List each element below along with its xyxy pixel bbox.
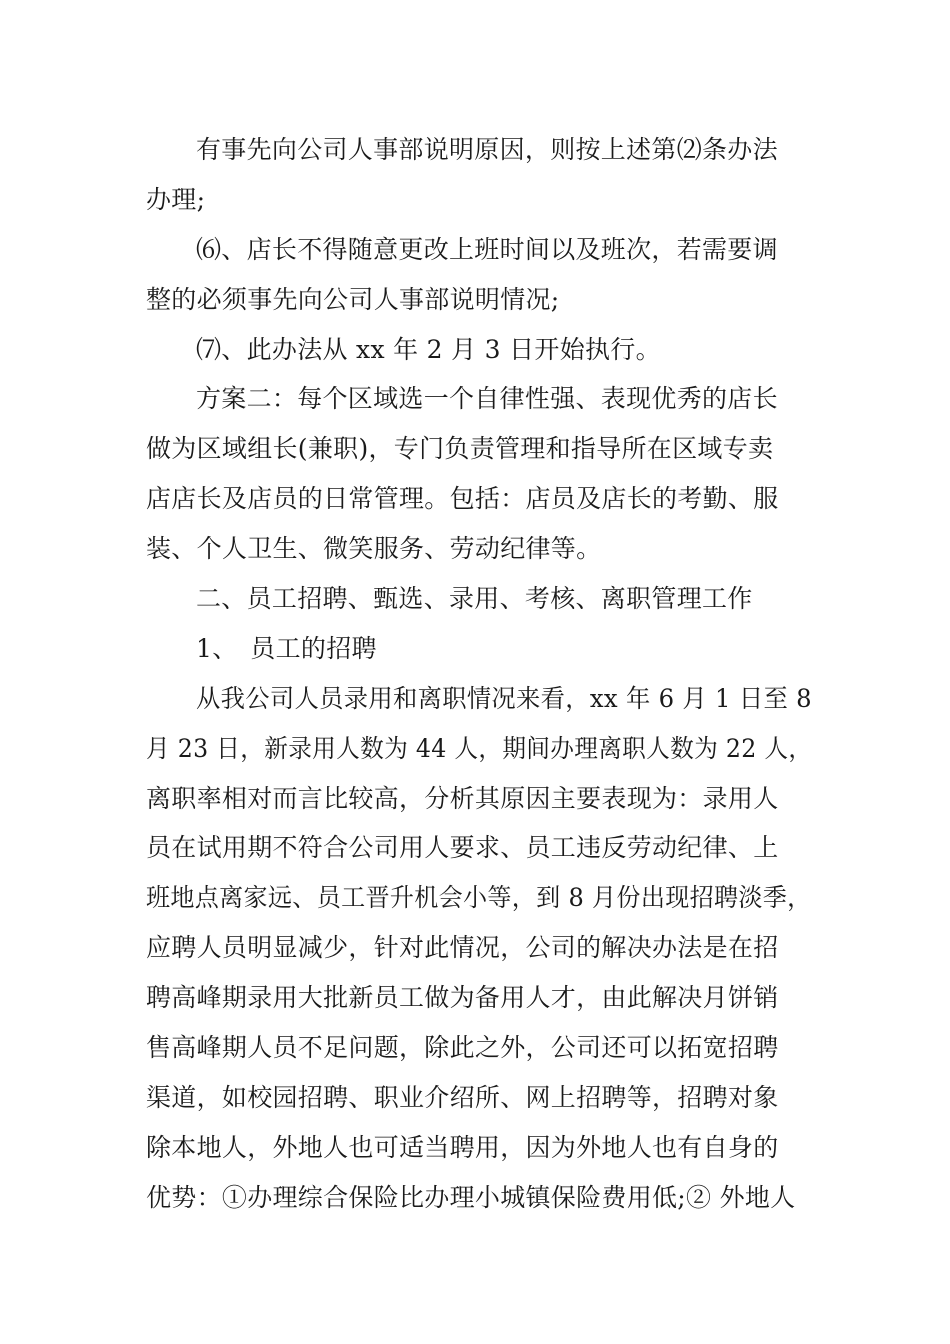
section-heading: 二、员工招聘、甄选、录用、考核、离职管理工作 <box>196 584 753 613</box>
text-line-21: 除本地人，外地人也可适当聘用，因为外地人也有自身的 <box>146 1133 779 1162</box>
text-line-1: 有事先向公司人事部说明原因，则按上述第⑵条办法 <box>196 135 778 164</box>
text-line-15: 员在试用期不符合公司用人要求、员工违反劳动纪律、上 <box>146 833 779 862</box>
text-line-16: 班地点离家远、员工晋升机会小等，到 8 月份出现招聘淡季， <box>146 883 812 912</box>
text-line-6: 方案二：每个区域选一个自律性强、表现优秀的店长 <box>196 384 778 413</box>
text-line-7: 做为区域组长(兼职)，专门负责管理和指导所在区域专卖 <box>146 434 774 463</box>
text-line-8: 店店长及店员的日常管理。包括：店员及店长的考勤、服 <box>146 484 779 513</box>
text-line-5: ⑺、此办法从 xx 年 2 月 3 日开始执行。 <box>196 335 661 364</box>
text-line-3: ⑹、店长不得随意更改上班时间以及班次，若需要调 <box>196 235 778 264</box>
subsection-heading: 1、 员工的招聘 <box>196 634 377 663</box>
text-line-14: 离职率相对而言比较高，分析其原因主要表现为：录用人 <box>146 784 779 813</box>
text-line-13: 月 23 日，新录用人数为 44 人，期间办理离职人数为 22 人， <box>146 734 813 763</box>
text-line-4: 整的必须事先向公司人事部说明情况; <box>146 285 560 314</box>
text-line-2: 办理; <box>146 185 206 214</box>
text-line-19: 售高峰期人员不足问题，除此之外，公司还可以拓宽招聘 <box>146 1033 779 1062</box>
text-line-9: 装、个人卫生、微笑服务、劳动纪律等。 <box>146 534 602 563</box>
text-line-18: 聘高峰期录用大批新员工做为备用人才，由此解决月饼销 <box>146 983 779 1012</box>
text-line-12: 从我公司人员录用和离职情况来看，xx 年 6 月 1 日至 8 <box>196 684 812 713</box>
text-line-17: 应聘人员明显减少，针对此情况，公司的解决办法是在招 <box>146 933 779 962</box>
text-line-20: 渠道，如校园招聘、职业介绍所、网上招聘等，招聘对象 <box>146 1083 779 1112</box>
text-line-22: 优势：①办理综合保险比办理小城镇保险费用低;② 外地人 <box>146 1183 796 1212</box>
